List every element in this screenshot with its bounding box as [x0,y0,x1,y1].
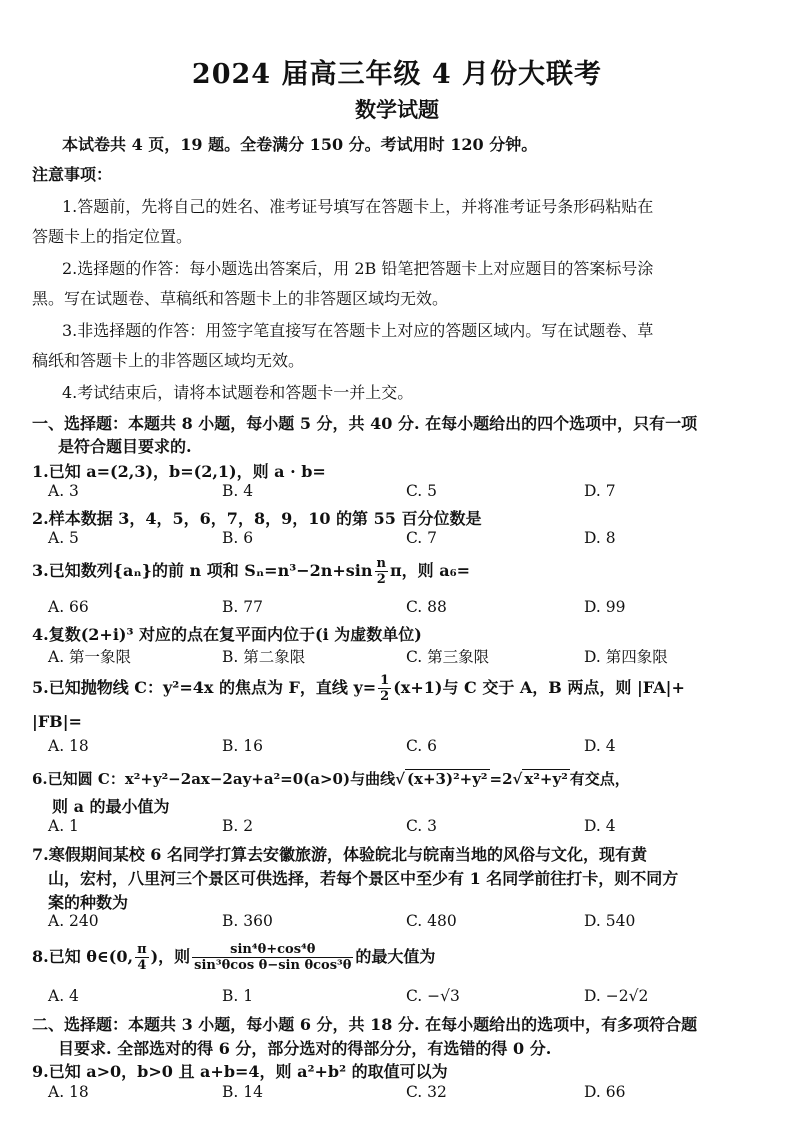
q9-option-b: B. 14 [222,1083,263,1101]
question-9-stem: 9.已知 a>0，b>0 且 a+b=4，则 a²+b² 的取值可以为 [32,1062,448,1081]
q8-option-a: A. 4 [48,987,79,1005]
q3-fraction [375,556,388,587]
q6-option-c: C. 3 [406,817,438,835]
note-3-line2: 稿纸和答题卡上的非答题区域均无效。 [32,351,305,370]
q7-option-a: A. 240 [48,912,99,930]
q3-option-d: D. 99 [584,598,626,616]
q6-stem-start: 6.已知圆 C：x²+y²−2ax−2ay+a²=0(a>0)与曲线 [32,770,396,788]
exam-subtitle: 数学试题 [355,97,439,122]
q1-option-d: D. 7 [584,482,616,500]
question-8-stem [32,942,762,973]
q8-stem-mid: )，则 [150,947,191,966]
question-7-line1: 7.寒假期间某校 6 名同学打算去安徽旅游，体验皖北与皖南当地的风俗与文化，现有黄 [32,845,647,864]
q6-option-d: D. 4 [584,817,616,835]
question-5-stem-line2: |FB|= [32,712,82,731]
q3-option-c: C. 88 [406,598,447,616]
section1-heading-line2: 是符合题目要求的. [58,437,192,456]
q6-root-2: x²+y² [524,770,568,788]
question-1-stem: 1.已知 a=(2,3)，b=(2,1)，则 a · b= [32,462,326,481]
q2-option-c: C. 7 [406,529,438,547]
note-2-line2: 黑。写在试题卷、草稿纸和答题卡上的非答题区域均无效。 [32,289,449,308]
note-4: 4.考试结束后，请将本试题卷和答题卡一并上交。 [62,383,414,402]
q7-option-d: D. 540 [584,912,636,930]
q9-option-c: C. 32 [406,1083,447,1101]
exam-title: 2024 届高三年级 4 月份大联考 [191,59,603,90]
q5-option-c: C. 6 [406,737,438,755]
question-5-stem [32,673,762,704]
q6-stem-mid: =2 [489,770,513,788]
q1-option-a: A. 3 [48,482,79,500]
q3-stem-start: 3.已知数列{aₙ}的前 n 项和 Sₙ=n³−2n+sin [32,561,373,580]
q8-int-den: 4 [137,958,147,973]
q3-frac-den: 2 [376,572,386,587]
q1-option-c: C. 5 [406,482,438,500]
question-2-stem: 2.样本数据 3，4，5，6，7，8，9，10 的第 55 百分位数是 [32,509,482,528]
q4-option-b: B. 第二象限 [222,648,306,666]
question-7-line2: 山，宏村，八里河三个景区可供选择，若每个景区中至少有 1 名同学前往打卡，则不同方 [48,869,679,888]
q2-option-d: D. 8 [584,529,616,547]
section1-heading: 一、选择题：本题共 8 小题，每小题 5 分，共 40 分. 在每小题给出的四个选项中，只有一项 [32,414,698,433]
question-7-line3: 案的种数为 [48,893,129,912]
q5-stem-end: (x+1)与 C 交于 A，B 两点，则 |FA|+ [393,678,685,697]
section2-heading: 二、选择题：本题共 3 小题，每小题 6 分，共 18 分. 在每小题给出的选项中，有多项符合题 [32,1015,698,1034]
note-1-line2: 答题卡上的指定位置。 [32,227,193,246]
q8-main-fraction [192,942,353,973]
q1-option-b: B. 4 [222,482,254,500]
q5-frac-den: 2 [380,689,390,704]
q7-option-b: B. 360 [222,912,273,930]
q8-int-num: π [137,942,147,957]
q6-stem-end: 有交点， [569,770,630,788]
q9-option-d: D. 66 [584,1083,626,1101]
question-3-stem [32,556,762,587]
q8-stem-start: 8.已知 θ∈(0, [32,947,134,966]
q3-option-a: A. 66 [48,598,89,616]
q5-option-d: D. 4 [584,737,616,755]
q9-option-a: A. 18 [48,1083,89,1101]
q8-frac-den: sin³θcos θ−sin θcos³θ [194,958,352,973]
q8-stem-end: 的最大值为 [355,947,436,966]
q5-option-b: B. 16 [222,737,263,755]
note-3-line1: 3.非选择题的作答：用签字笔直接写在答题卡上对应的答题区域内。写在试题卷、草 [62,321,654,340]
q7-option-c: C. 480 [406,912,457,930]
q2-option-a: A. 5 [48,529,79,547]
q4-option-d: D. 第四象限 [584,648,668,666]
q8-option-d: D. −2√2 [584,987,649,1005]
q3-option-b: B. 77 [222,598,263,616]
exam-intro: 本试卷共 4 页，19 题。全卷满分 150 分。考试用时 120 分钟。 [62,135,538,154]
q8-option-c: C. −√3 [406,987,460,1005]
question-4-stem: 4.复数(2+i)³ 对应的点在复平面内位于(i 为虚数单位) [32,625,422,644]
q5-fraction [378,673,391,704]
q3-stem-end: π，则 a₆= [389,561,471,580]
question-6-stem: 6.已知圆 C：x²+y²−2ax−2ay+a²=0(a>0)与曲线√ (x+3)²+y² =2√ x²+y² 有交点， [32,770,630,788]
q6-root-1: (x+3)²+y² [406,770,488,788]
question-6-stem-line2: 则 a 的最小值为 [52,797,170,816]
q6-option-a: A. 1 [48,817,79,835]
q2-option-b: B. 6 [222,529,254,547]
note-2-line1: 2.选择题的作答：每小题选出答案后，用 2B 铅笔把答题卡上对应题目的答案标号涂 [62,259,654,278]
q5-stem-start: 5.已知抛物线 C：y²=4x 的焦点为 F，直线 y= [32,678,377,697]
notes-heading: 注意事项： [32,165,113,184]
q5-option-a: A. 18 [48,737,89,755]
q8-option-b: B. 1 [222,987,254,1005]
q5-frac-num: 1 [380,673,390,688]
section2-heading-line2: 目要求. 全部选对的得 6 分，部分选对的得部分分，有选错的得 0 分. [58,1039,552,1058]
note-1-line1: 1.答题前，先将自己的姓名、准考证号填写在答题卡上，并将准考证号条形码粘贴在 [62,197,654,216]
q8-frac-num: sin⁴θ+cos⁴θ [192,942,353,958]
q6-option-b: B. 2 [222,817,254,835]
q3-frac-num: n [376,556,386,571]
q4-option-a: A. 第一象限 [48,648,132,666]
q4-option-c: C. 第三象限 [406,648,490,666]
q8-interval-fraction [135,942,149,973]
